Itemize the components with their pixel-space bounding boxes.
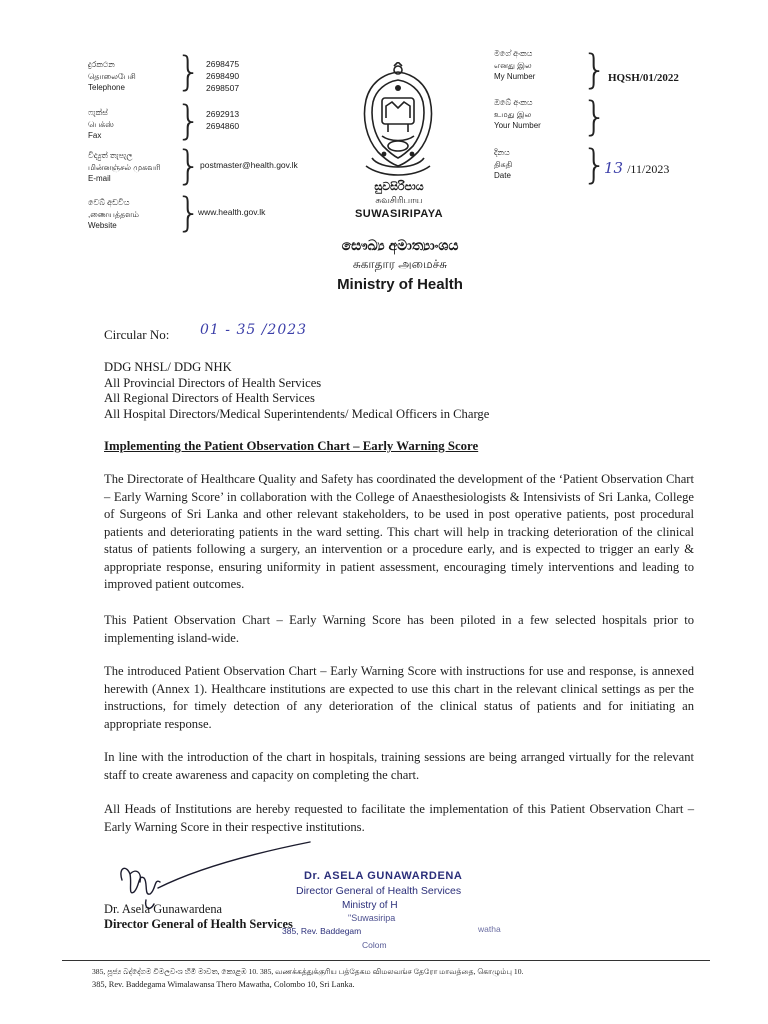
telephone-2: 2698490 (206, 71, 240, 81)
your-number-brace: } (582, 94, 608, 140)
sri-lanka-emblem-icon (352, 62, 444, 178)
my-number-value: HQSH/01/2022 (608, 72, 679, 84)
paragraph-2: This Patient Observation Chart – Early Warning Score has been piloted in a few selected hospitals prior to implementing island-wide. (104, 613, 694, 645)
email-label-en: E-mail (88, 174, 111, 183)
my-number-label-en: My Number (494, 72, 536, 81)
recipient-line: All Provincial Directors of Health Services (104, 375, 322, 390)
email-label-si: විද්‍යුත් තැපැල (88, 151, 133, 160)
email-label-ta: மின்னஞ்சல் முகவரி (88, 162, 161, 172)
email-labels (88, 150, 161, 185)
footer-divider (62, 960, 710, 961)
recipient-line: DDG NHSL/ DDG NHK (104, 360, 232, 374)
stamp-name: Dr. ASELA GUNAWARDENA (304, 870, 463, 882)
telephone-label-si: දුරකථන (88, 60, 115, 69)
your-number-label-si: ඔබේ අංකය (494, 98, 533, 107)
stamp-line-3: Ministry of H (342, 900, 398, 911)
fax-label-ta: பெக்ஸ் (88, 119, 114, 129)
circular-label: Circular No: (104, 327, 170, 342)
emblem-name-en: SUWASIRIPAYA (354, 208, 444, 220)
signature-name: Dr. Asela Gunawardena (104, 902, 223, 916)
telephone-labels (88, 59, 136, 94)
subject-heading: Implementing the Patient Observation Chart – Early Warning Score (104, 439, 479, 453)
my-number-label-ta: எனது இல (494, 60, 532, 70)
emblem-name-ta: சுவசிரிபாய (375, 195, 423, 205)
footer-line-1 (92, 966, 722, 977)
ministry-name-si: සෞඛ්‍ය අමාත්‍යාංශය (341, 237, 459, 253)
recipient-line: All Regional Directors of Health Services (104, 391, 315, 405)
date-brace: } (582, 142, 608, 188)
emblem-name-si: සුවසිරිපාය (374, 181, 424, 193)
ministry-name-ta: சுகாதார அமைச்சு (352, 257, 448, 271)
telephone-label-ta: தொலைபேசி (88, 71, 136, 81)
your-number-label-ta: உமது இல (494, 109, 532, 119)
email-value[interactable]: postmaster@health.gov.lk (200, 160, 298, 170)
telephone-brace: } (176, 49, 202, 95)
my-number-brace: } (582, 47, 608, 93)
email-brace: } (176, 143, 202, 189)
paragraph-1: The Directorate of Healthcare Quality and Safety has coordinated the development of the ‘Patient Observation Chart – Early Warning Score’ in collaboration with the College of Anaesthesiologists & Intensivists of Sri Lanka, College of Surgeons of Sri Lanka and other relevant stakeholders, to be used in post operative patients, post procedural patients and deteriorating patients in the ward setting. This chart will help in tracking deterioration of the clinical status of patients following a surgery, an intervention or a procedure early, and is expected to trigger an early & appropriate response, ensuring uniformity in patient assessment, encouraging timely interventions and leading to improved patient outcomes. (104, 472, 694, 591)
recipients (104, 360, 489, 422)
website-brace: } (176, 190, 202, 236)
fax-2: 2694860 (206, 121, 240, 131)
fax-values (206, 108, 239, 132)
telephone-label-en: Telephone (88, 83, 125, 92)
website-label-ta: ,ணையத்தளம் (88, 209, 139, 219)
stamp-title: Director General of Health Services (296, 885, 462, 897)
my-number-labels (494, 48, 535, 83)
website-label-en: Website (88, 221, 117, 230)
paragraph-5: All Heads of Institutions are hereby requested to facilitate the implementation of this Patient Observation Chart – Early Warning Score in their respective institutions. (104, 802, 694, 834)
my-number-label-si: මගේ අංකය (494, 49, 533, 58)
date-labels (494, 147, 512, 182)
recipient-line: All Hospital Directors/Medical Superintendents/ Medical Officers in Charge (104, 406, 490, 421)
stamp-line-4: "Suwasiripa (348, 913, 396, 923)
date-label-en: Date (494, 171, 511, 180)
website-value[interactable]: www.health.gov.lk (198, 207, 266, 217)
signature-title: Director General of Health Services (104, 917, 293, 931)
your-number-label-en: Your Number (494, 121, 541, 130)
fax-label-en: Fax (88, 131, 102, 140)
your-number-labels (494, 97, 541, 132)
telephone-1: 2698475 (206, 59, 240, 69)
telephone-values (206, 58, 239, 94)
date-label-ta: திகதி (494, 159, 513, 169)
footer-address-ta: 385, வணக்கத்துக்குரிய பத்தேகம விமலவங்ச தேரோ மாவத்தை, கொழும்பு 10. (259, 967, 524, 976)
fax-brace: } (176, 98, 202, 144)
fax-1: 2692913 (206, 109, 240, 119)
date-label-si: දිනය (494, 148, 510, 157)
stamp-line-5b: watha (478, 924, 501, 934)
website-labels (88, 197, 139, 232)
paragraph-4: In line with the introduction of the chart in hospitals, training sessions are being arranged virtually for the relevant staff to create awareness and capacity on completing the chart. (104, 750, 694, 782)
fax-label-si: ෆැක්ස් (88, 108, 108, 117)
footer-address-si: 385, පූජ්‍ය බද්දේගම විමලවංශ හිමි මාවත, කොළඹ 10. (92, 967, 259, 976)
stamp-line-6: Colom (362, 940, 387, 950)
website-label-si: වෙබ් අඩවිය (88, 198, 130, 207)
fax-labels (88, 107, 114, 142)
date-day-handwritten: 13 (604, 159, 624, 177)
footer-address-en: 385, Rev. Baddegama Wimalawansa Thero Mawatha, Colombo 10, Sri Lanka. (92, 980, 355, 989)
circular-number-handwritten: 01 - 35 /2023 (200, 322, 308, 338)
date-value (604, 159, 669, 178)
stamp-line-5: 385, Rev. Baddegam (282, 926, 362, 936)
ministry-name-en: Ministry of Health (337, 276, 463, 293)
date-month-year: /11/2023 (627, 162, 670, 176)
telephone-3: 2698507 (206, 83, 240, 93)
paragraph-3: The introduced Patient Observation Chart – Early Warning Score with instructions for use and response, is annexed herewith (Annex 1). Healthcare institutions are expected to use this chart in the relevant clinical settings as per the instructions, for timely detection of any deterioration of the clinical status of patients and for initiating an appropriate response. (104, 664, 694, 731)
